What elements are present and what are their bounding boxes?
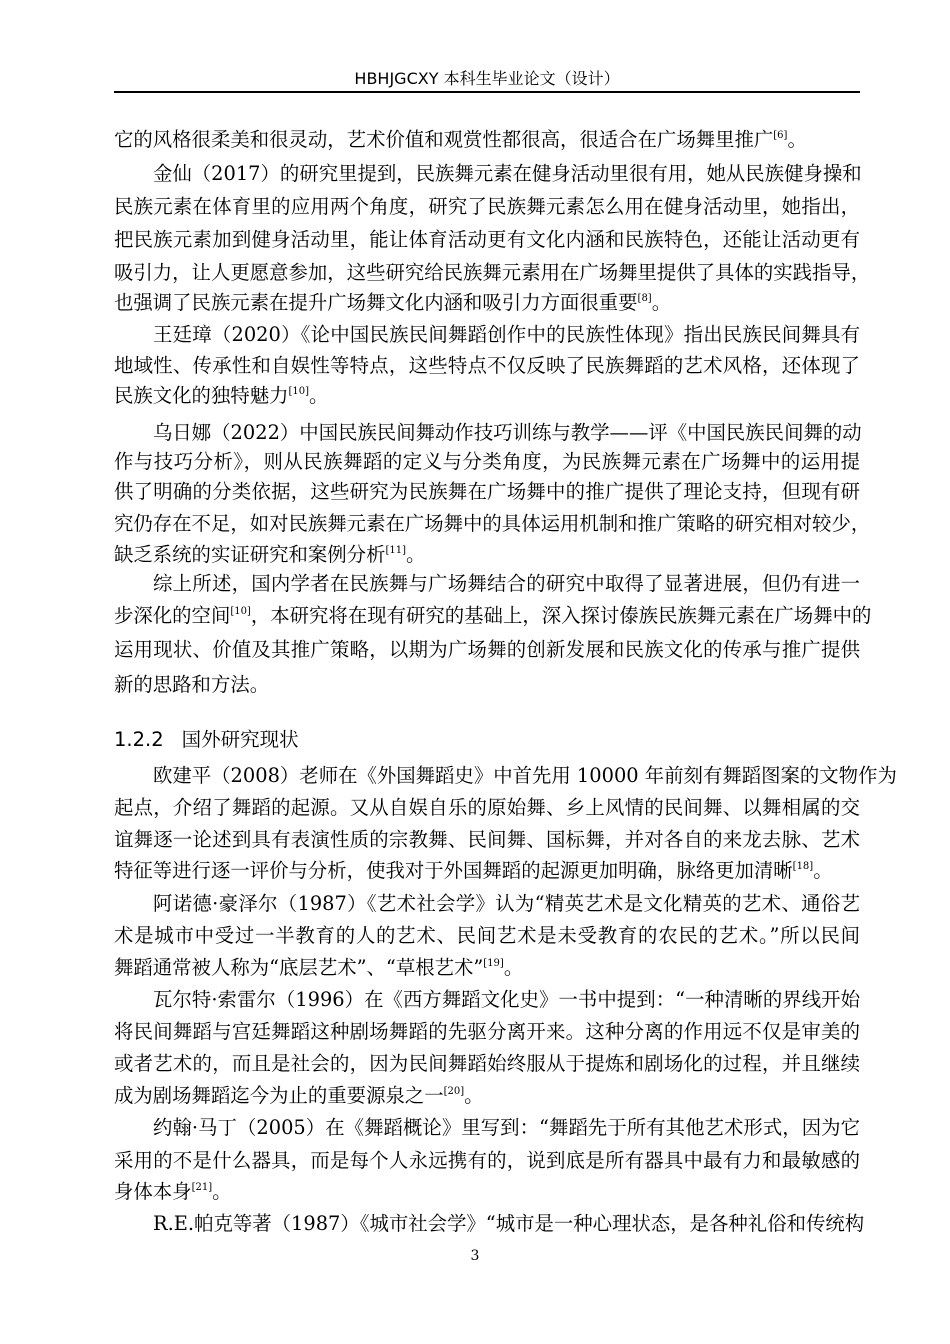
line-text: 新的思路和方法。 bbox=[114, 673, 270, 696]
line-text: 地域性、传承性和自娱性等特点，这些特点不仅反映了民族舞蹈的艺术风格，还体现了 bbox=[114, 354, 860, 377]
text-line bbox=[114, 128, 860, 152]
citation-ref: [18] bbox=[792, 861, 814, 872]
text-line bbox=[153, 764, 897, 788]
line-text: 约翰·马丁（2005）在《舞蹈概论》里写到：“舞蹈先于所有其他艺术形式，因为它 bbox=[153, 1116, 860, 1139]
line-text: 乌日娜（2022）中国民族民间舞动作技巧训练与教学——评《中国民族民间舞的动 bbox=[153, 421, 862, 444]
text-line bbox=[114, 1180, 860, 1204]
text-line bbox=[114, 543, 860, 567]
text-line bbox=[153, 1212, 865, 1236]
line-text-tail: 。 bbox=[406, 543, 426, 566]
line-text: 也强调了民族元素在提升广场舞文化内涵和吸引力方面很重要 bbox=[114, 291, 638, 314]
line-text-tail: ，本研究将在现有研究的基础上，深入探讨傣族民族舞元素在广场舞中的 bbox=[250, 604, 872, 627]
text-line bbox=[114, 1149, 860, 1173]
line-text: 瓦尔特·索雷尔（1996）在《西方舞蹈文化史》一书中提到：“一种清晰的界线开始 bbox=[153, 988, 860, 1011]
line-text: 阿诺德·豪泽尔（1987）《艺术社会学》认为“精英艺术是文化精英的艺术、通俗艺 bbox=[153, 892, 860, 915]
text-line bbox=[114, 796, 860, 820]
text-line bbox=[114, 384, 860, 408]
text-line bbox=[153, 1116, 860, 1140]
text-line bbox=[114, 924, 860, 948]
line-text: 身体本身 bbox=[114, 1180, 192, 1203]
text-line bbox=[153, 323, 860, 347]
text-line bbox=[153, 421, 860, 445]
text-line bbox=[114, 450, 860, 474]
text-line bbox=[153, 892, 860, 916]
line-text: 采用的不是什么器具，而是每个人永远携有的，说到底是所有器具中最有力和最敏感的 bbox=[114, 1149, 860, 1172]
line-text-tail: 。 bbox=[464, 1084, 484, 1107]
text-line bbox=[114, 261, 871, 285]
text-line bbox=[153, 988, 860, 1012]
text-line bbox=[114, 354, 860, 378]
line-text-tail: 。 bbox=[813, 859, 833, 882]
text-line bbox=[114, 828, 860, 852]
line-text: 舞蹈通常被人称为“底层艺术”、“草根艺术” bbox=[114, 956, 484, 979]
citation-ref: [21] bbox=[191, 1182, 213, 1193]
text-line bbox=[114, 228, 860, 252]
line-text: 吸引力，让人更愿意参加，这些研究给民族舞元素用在广场舞里提供了具体的实践指导， bbox=[114, 261, 871, 284]
line-text: 供了明确的分类依据，这些研究为民族舞在广场舞中的推广提供了理论支持，但现有研 bbox=[114, 480, 860, 503]
text-line bbox=[114, 859, 860, 883]
line-text: 它的风格很柔美和很灵动，艺术价值和观赏性都很高，很适合在广场舞里推广 bbox=[114, 128, 774, 151]
line-text: 究仍存在不足，如对民族舞元素在广场舞中的具体运用机制和推广策略的研究相对较少， bbox=[114, 512, 871, 535]
page-header-title: HBHJGCXY 本科生毕业论文（设计） bbox=[354, 69, 620, 88]
line-text: 成为剧场舞蹈迄今为止的重要源泉之一 bbox=[114, 1084, 444, 1107]
text-line bbox=[114, 1084, 860, 1108]
line-text: 或者艺术的，而且是社会的，因为民间舞蹈始终服从于提炼和剧场化的过程，并且继续 bbox=[114, 1052, 860, 1075]
section-heading bbox=[114, 724, 299, 752]
text-line bbox=[114, 638, 860, 662]
line-text: 欧建平（2008）老师在《外国舞蹈史》中首先用 10000 年前刻有舞蹈图案的文物作为 bbox=[153, 764, 897, 787]
text-line bbox=[114, 1052, 860, 1076]
text-line bbox=[114, 956, 860, 980]
line-text-tail: 。 bbox=[212, 1180, 232, 1203]
section-title: 国外研究现状 bbox=[181, 728, 299, 751]
citation-ref: [8] bbox=[637, 293, 652, 304]
line-text: 王廷璋（2020）《论中国民族民间舞蹈创作中的民族性体现》指出民族民间舞具有 bbox=[153, 323, 860, 346]
section-number: 1.2.2 bbox=[114, 728, 164, 751]
page-number: 3 bbox=[470, 1248, 480, 1264]
text-line bbox=[114, 512, 871, 536]
line-text-tail: 。 bbox=[787, 128, 807, 151]
line-text: 民族文化的独特魅力 bbox=[114, 384, 289, 407]
line-text: 金仙（2017）的研究里提到，民族舞元素在健身活动里很有用，她从民族健身操和 bbox=[153, 162, 862, 185]
line-text: 谊舞逐一论述到具有表演性质的宗教舞、民间舞、国标舞，并对各自的来龙去脉、艺术 bbox=[114, 828, 860, 851]
line-text: 民族元素在体育里的应用两个角度，研究了民族舞元素怎么用在健身活动里，她指出， bbox=[114, 195, 860, 218]
line-text: 步深化的空间 bbox=[114, 604, 231, 627]
citation-ref: [19] bbox=[483, 958, 504, 969]
line-text: 把民族元素加到健身活动里，能让体育活动更有文化内涵和民族特色，还能让活动更有 bbox=[114, 228, 860, 251]
citation-ref: [10] bbox=[288, 386, 310, 397]
line-text: R.E.帕克等著（1987）《城市社会学》“城市是一种心理状态，是各种礼俗和传统构 bbox=[153, 1212, 865, 1235]
header-divider bbox=[114, 91, 860, 93]
line-text-tail: 。 bbox=[309, 384, 329, 407]
line-text: 特征等进行逐一评价与分析，使我对于外国舞蹈的起源更加明确，脉络更加清晰 bbox=[114, 859, 793, 882]
text-line bbox=[114, 291, 860, 315]
text-line bbox=[114, 480, 860, 504]
line-text: 作与技巧分析》，则从民族舞蹈的定义与分类角度，为民族舞元素在广场舞中的运用提 bbox=[114, 450, 860, 473]
citation-ref: [6] bbox=[773, 130, 788, 141]
citation-ref: [11] bbox=[385, 545, 406, 556]
citation-ref: [20] bbox=[443, 1086, 465, 1097]
line-text: 综上所述，国内学者在民族舞与广场舞结合的研究中取得了显著进展，但仍有进一 bbox=[153, 572, 860, 595]
text-line bbox=[114, 673, 860, 697]
line-text-tail: 。 bbox=[503, 956, 524, 979]
text-line bbox=[153, 162, 860, 186]
text-line bbox=[114, 1020, 860, 1044]
citation-ref: [10] bbox=[230, 606, 251, 617]
line-text: 运用现状、价值及其推广策略，以期为广场舞的创新发展和民族文化的传承与推广提供 bbox=[114, 638, 860, 661]
line-text: 术是城市中受过一半教育的人的艺术、民间艺术是未受教育的农民的艺术。”所以民间 bbox=[114, 924, 860, 947]
line-text: 将民间舞蹈与宫廷舞蹈这种剧场舞蹈的先驱分离开来。这种分离的作用远不仅是审美的 bbox=[114, 1020, 860, 1043]
text-line bbox=[114, 604, 872, 628]
line-text: 缺乏系统的实证研究和案例分析 bbox=[114, 543, 386, 566]
text-line bbox=[153, 572, 860, 596]
text-line bbox=[114, 195, 860, 219]
line-text: 起点，介绍了舞蹈的起源。又从自娱自乐的原始舞、乡上风情的民间舞、以舞相属的交 bbox=[114, 796, 860, 819]
line-text-tail: 。 bbox=[651, 291, 672, 314]
